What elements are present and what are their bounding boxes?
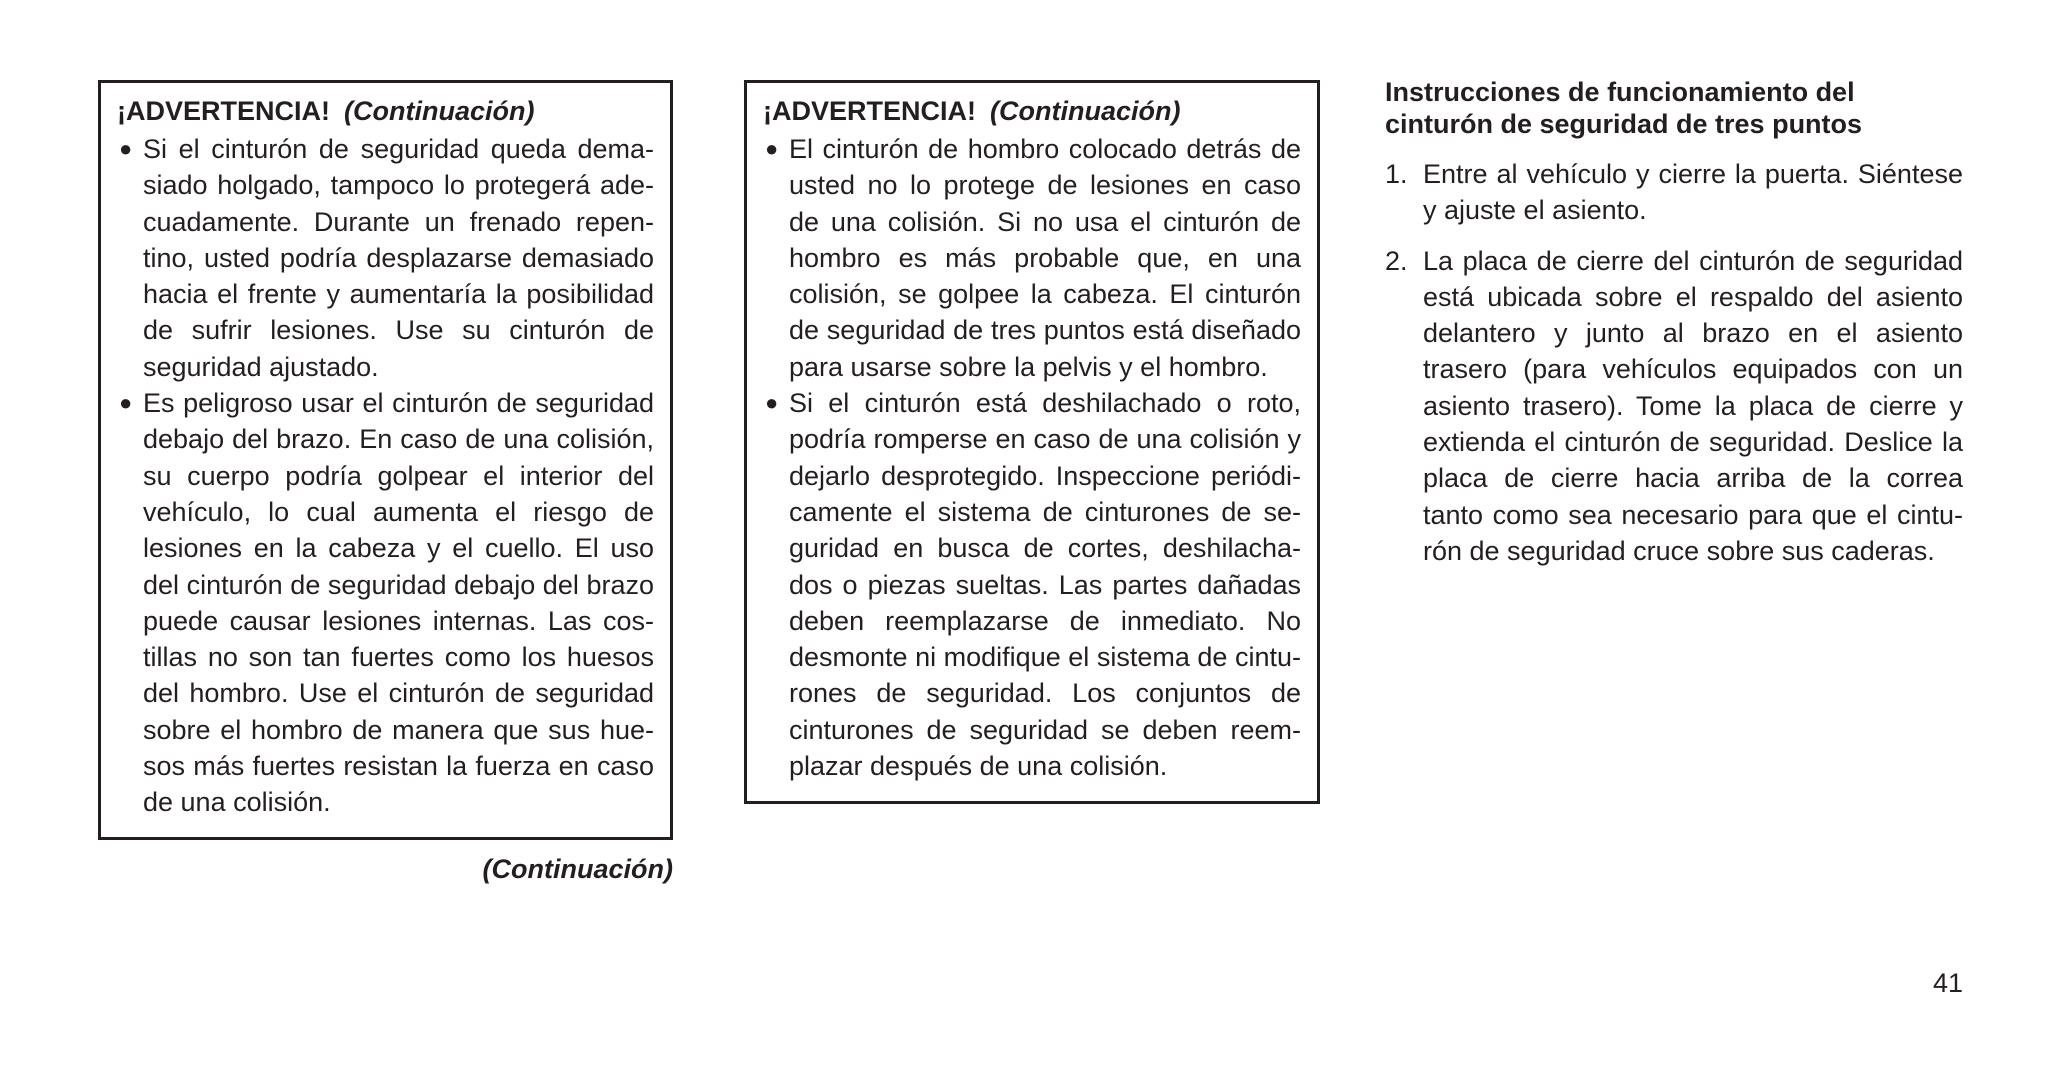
warning-bullet-text: Es peligroso usar el cinturón de seguridad debajo del brazo. En caso de una colisión, su cuerpo podría golpear el interior del vehículo, lo cual aumenta el riesgo de lesiones en la cabeza y el cuello. El uso del cinturón de seguridad debajo del brazo puede causar lesiones internas. Las costillas no son tan fuertes como los huesos del hombro. Use el cinturón de seguridad sobre el hombro de manera que sus huesos más fuertes resistan la fuerza en caso de una colisión. <box>143 388 654 818</box>
warning-title-text: ¡ADVERTENCIA! <box>763 96 976 126</box>
warning-bullet <box>763 131 1301 385</box>
instructions-section <box>1385 76 1963 583</box>
step-text: La placa de cierre del cinturón de seguridad está ubicada sobre el respaldo del asiento delantero y junto al brazo en el asiento trasero (para vehículos equipados con un asiento trasero). Tome la placa de cierre y extienda el cinturón de seguridad. Deslice la placa de cierre hacia arriba de la correa tanto como sea necesario para que el cinturón de seguridad cruce sobre sus caderas. <box>1423 245 1963 566</box>
warning-bullet <box>763 385 1301 784</box>
warning-bullet-text: El cinturón de hombro colocado detrás de usted no lo protege de lesiones en caso de una colisión. Si no usa el cinturón de hombro es más probable que, en una colisión, se golpee la cabeza. El cinturón de seguridad de tres puntos está diseñado para usarse sobre la pelvis y el hombro. <box>789 134 1301 382</box>
warning-title-continuation: (Continuación) <box>990 96 1181 126</box>
warning-box-left <box>98 80 673 840</box>
warning-title-text: ¡ADVERTENCIA! <box>117 96 330 126</box>
instruction-step <box>1385 156 1963 229</box>
bullet-icon: ● <box>119 390 133 416</box>
warning-title-continuation: (Continuación) <box>344 96 535 126</box>
warning-title <box>763 93 1301 129</box>
warning-box-middle <box>744 80 1320 804</box>
bullet-icon: ● <box>765 390 779 416</box>
warning-bullet <box>117 131 654 385</box>
warning-bullet-list <box>117 131 654 821</box>
warning-bullet <box>117 385 654 821</box>
warning-bullet-text: Si el cinturón de seguridad queda demasiado holgado, tampoco lo protegerá adecuadamente. Durante un frenado repentino, usted podría desplazarse demasiado hacia el frente y aumentaría la posibilidad de sufrir lesiones. Use su cinturón de seguridad ajustado. <box>143 134 654 382</box>
instruction-step <box>1385 243 1963 570</box>
step-number: 1. <box>1385 159 1408 189</box>
step-text: Entre al vehículo y cierre la puerta. Siéntese y ajuste el asiento. <box>1423 159 1963 226</box>
section-heading: Instrucciones de funcionamiento del cinturón de seguridad de tres puntos <box>1385 77 1863 139</box>
instruction-steps <box>1385 156 1963 569</box>
warning-bullet-text: Si el cinturón está deshilachado o roto, podría romperse en caso de una colisión y dejarlo desprotegido. Inspeccione periódicamente el sistema de cinturones de seguridad en busca de cortes, deshilachados o piezas sueltas. Las partes dañadas deben reemplazarse de inmediato. No desmonte ni modifique el sistema de cinturones de seguridad. Los conjuntos de cinturones de seguridad se deben reemplazar después de una colisión. <box>789 388 1301 782</box>
bullet-icon: ● <box>765 136 779 161</box>
warning-bullet-list <box>763 131 1301 784</box>
bullet-icon: ● <box>119 136 133 161</box>
warning-title <box>117 93 654 129</box>
page-number: 41 <box>1932 968 1963 998</box>
step-number: 2. <box>1385 245 1408 276</box>
continuation-note: (Continuación) <box>482 854 673 884</box>
